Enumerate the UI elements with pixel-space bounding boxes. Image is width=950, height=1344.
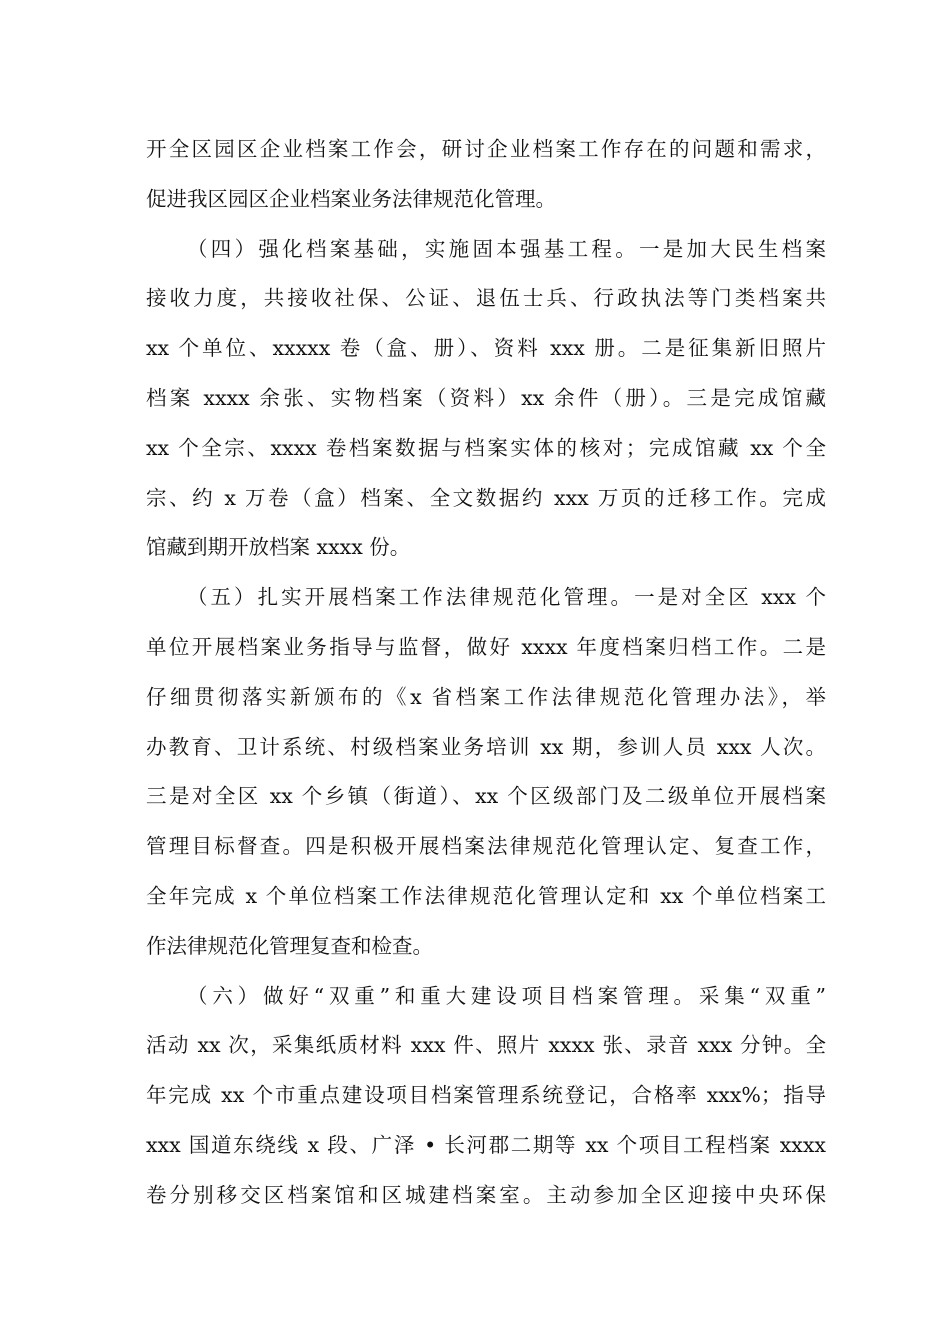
text-line: xx 个单位、xxxxx 卷（盒、册）、资料 xxx 册。二是征集新旧照片: [146, 336, 826, 361]
text-line: 档案 xxxx 余张、实物档案（资料）xx 余件（册）。三是完成馆藏: [146, 385, 826, 410]
text-line: 全年完成 x 个单位档案工作法律规范化管理认定和 xx 个单位档案工: [146, 883, 826, 908]
text-line: 接收力度，共接收社保、公证、退伍士兵、行政执法等门类档案共: [146, 286, 826, 311]
section-heading-line: （四）强化档案基础，实施固本强基工程。一是加大民生档案: [187, 236, 826, 261]
text-line: 开全区园区企业档案工作会，研讨企业档案工作存在的问题和需求，: [146, 137, 826, 161]
text-line: xx 个全宗、xxxx 卷档案数据与档案实体的核对；完成馆藏 xx 个全: [146, 435, 826, 460]
text-line: 办教育、卫计系统、村级档案业务培训 xx 期，参训人员 xxx 人次。: [146, 734, 826, 759]
text-line: 活动 xx 次，采集纸质材料 xxx 件、照片 xxxx 张、录音 xxx 分钟。全: [146, 1033, 826, 1058]
text-line: 年完成 xx 个市重点建设项目档案管理系统登记，合格率 xxx%；指导: [146, 1083, 826, 1108]
text-line: 仔细贯彻落实新颁布的《x 省档案工作法律规范化管理办法》，举: [146, 684, 826, 709]
section-heading-line: （五）扎实开展档案工作法律规范化管理。一是对全区 xxx 个: [187, 585, 826, 610]
text-line: 单位开展档案业务指导与监督，做好 xxxx 年度档案归档工作。二是: [146, 634, 826, 659]
text-line: 宗、约 x 万卷（盒）档案、全文数据约 xxx 万页的迁移工作。完成: [146, 485, 826, 510]
text-line: 作法律规范化管理复查和检查。: [146, 933, 433, 958]
text-line: 促进我区园区企业档案业务法律规范化管理。: [146, 186, 556, 211]
section-heading-line: （六）做好“双重”和重大建设项目档案管理。采集“双重”: [187, 983, 826, 1008]
text-line: 馆藏到期开放档案 xxxx 份。: [146, 535, 411, 560]
text-line: 卷分别移交区档案馆和区城建档案室。主动参加全区迎接中央环保: [146, 1182, 826, 1207]
text-line: 管理目标督查。四是积极开展档案法律规范化管理认定、复查工作，: [146, 834, 826, 859]
text-line: xxx 国道东绕线 x 段、广泽 • 长河郡二期等 xx 个项目工程档案 xxxx: [146, 1132, 826, 1157]
text-line: 三是对全区 xx 个乡镇（街道）、xx 个区级部门及二级单位开展档案: [146, 784, 826, 809]
document-body: [146, 125, 826, 1221]
